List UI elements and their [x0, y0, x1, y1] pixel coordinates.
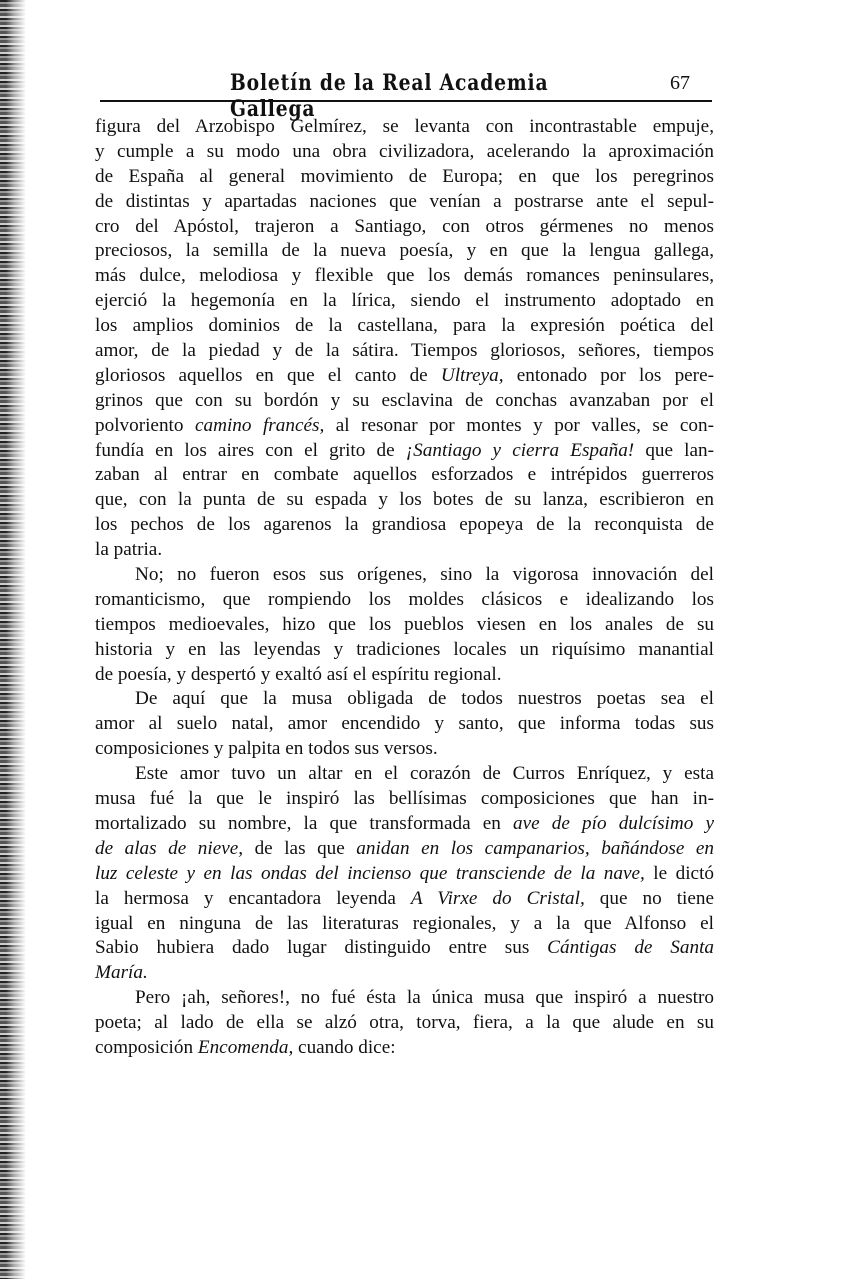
text-line — [95, 414, 714, 439]
text-segment: mortalizado su nombre, la que transformada en — [95, 812, 514, 834]
italic-text: de alas de nieve, — [95, 837, 244, 859]
text-line — [95, 314, 714, 339]
text-line — [95, 837, 714, 862]
text-segment: que, con la punta de su espada y los botes de su lanza, escribieron en — [95, 489, 714, 511]
text-segment: zaban al entrar en combate aquellos esforzados e intrépidos guerreros — [95, 464, 714, 486]
text-line — [95, 1036, 714, 1061]
text-line — [95, 986, 714, 1011]
text-line — [95, 912, 714, 937]
text-segment: que lan- — [634, 439, 714, 461]
text-segment: Pero ¡ah, señores!, no fué ésta la única musa que inspiró a nuestro — [135, 987, 714, 1009]
text-segment: historia y en las leyendas y tradiciones locales un riquísimo manantial — [95, 638, 714, 660]
text-line — [95, 165, 714, 190]
text-segment: poeta; al lado de ella se alzó otra, torva, fiera, a la que alude en su — [95, 1012, 714, 1034]
text-segment: musa fué la que le inspiró las bellísimas composiciones que han in- — [95, 788, 714, 810]
text-line — [95, 563, 714, 588]
text-segment: la hermosa y encantadora leyenda — [95, 887, 411, 909]
text-segment: al resonar por montes y por valles, se con- — [324, 414, 714, 436]
text-line — [95, 538, 714, 563]
italic-text: Cántigas de Santa — [547, 937, 714, 959]
italic-text: anidan en los campanarios, bañándose en — [356, 837, 714, 859]
text-line — [95, 638, 714, 663]
text-segment: amor, de la piedad y de la sátira. Tiempos gloriosos, señores, tiempos — [95, 340, 714, 362]
text-segment: cuando dice: — [293, 1036, 396, 1058]
scan-edge-shadow — [0, 0, 26, 1279]
text-line — [95, 115, 714, 140]
text-line — [95, 712, 714, 737]
italic-text: ¡Santiago y cierra España! — [405, 439, 635, 461]
text-segment: tiempos medioevales, hizo que los pueblos viesen en los anales de su — [95, 613, 714, 635]
text-line — [95, 1011, 714, 1036]
text-segment: ejerció la hegemonía en la lírica, siendo el instrumento adoptado en — [95, 290, 714, 312]
body-text — [95, 115, 714, 1061]
text-segment: amor al suelo natal, amor encendido y santo, que informa todas sus — [95, 713, 714, 735]
paragraph — [95, 563, 714, 687]
text-line — [95, 239, 714, 264]
text-segment: composiciones y palpita en todos sus versos. — [95, 738, 438, 760]
text-segment: Este amor tuvo un altar en el corazón de Curros Enríquez, y esta — [135, 763, 714, 785]
text-segment: igual en ninguna de las literaturas regionales, y a la que Alfonso el — [95, 912, 714, 934]
text-line — [95, 215, 714, 240]
text-segment: que no tiene — [584, 887, 715, 909]
text-segment: la patria. — [95, 539, 163, 561]
text-segment: de las que — [243, 837, 357, 859]
text-segment: más dulce, melodiosa y flexible que los demás romances peninsulares, — [95, 265, 714, 287]
text-line — [95, 463, 714, 488]
paragraph — [95, 986, 714, 1061]
text-segment: fundía en los aires con el grito de — [95, 439, 406, 461]
text-line — [95, 488, 714, 513]
text-line — [95, 364, 714, 389]
text-segment: figura del Arzobispo Gelmírez, se levanta con incontrastable empuje, — [95, 116, 714, 137]
text-segment: romanticismo, que rompiendo los moldes clásicos e idealizando los — [95, 588, 714, 610]
text-segment: De aquí que la musa obligada de todos nuestros poetas sea el — [135, 688, 714, 710]
text-line — [95, 289, 714, 314]
text-line — [95, 936, 714, 961]
text-line — [95, 264, 714, 289]
text-line — [95, 687, 714, 712]
running-header — [100, 66, 712, 122]
text-line — [95, 663, 714, 688]
text-segment: los pechos de los agarenos la grandiosa epopeya de la reconquista de — [95, 514, 714, 536]
text-segment: preciosos, la semilla de la nueva poesía, y en que la lengua gallega, — [95, 240, 714, 262]
paragraph — [95, 687, 714, 762]
italic-text: Ultreya, — [440, 364, 504, 386]
italic-text: A Virxe do Cristal, — [410, 887, 585, 909]
text-line — [95, 737, 714, 762]
text-line — [95, 389, 714, 414]
text-segment: entonado por los pere- — [503, 364, 714, 386]
text-line — [95, 887, 714, 912]
italic-text: ave de pío dulcísimo y — [513, 812, 714, 834]
text-segment: le dictó — [644, 862, 714, 884]
text-line — [95, 961, 714, 986]
italic-text: Encomenda, — [197, 1036, 294, 1058]
text-segment: de poesía, y despertó y exaltó así el espíritu regional. — [95, 663, 502, 685]
text-line — [95, 812, 714, 837]
italic-text: luz celeste y en las ondas del incienso que transciende de la nave, — [95, 862, 645, 884]
italic-text: María. — [95, 962, 148, 984]
text-line — [95, 190, 714, 215]
running-title: Boletín de la Real Academia Gallega — [230, 70, 549, 122]
text-segment: de distintas y apartadas naciones que venían a postrarse ante el sepul- — [95, 190, 714, 212]
text-segment: Sabio hubiera dado lugar distinguido entre sus — [95, 937, 548, 959]
text-segment: de España al general movimiento de Europa; en que los peregrinos — [95, 165, 714, 187]
text-segment: cro del Apóstol, trajeron a Santiago, con otros gérmenes no menos — [95, 215, 714, 237]
text-line — [95, 439, 714, 464]
text-line — [95, 140, 714, 165]
page-number: 67 — [670, 72, 690, 94]
text-line — [95, 339, 714, 364]
paragraph — [95, 115, 714, 563]
text-segment: composición — [95, 1036, 198, 1058]
text-line — [95, 787, 714, 812]
text-segment: polvoriento — [95, 414, 195, 436]
text-line — [95, 613, 714, 638]
text-line — [95, 762, 714, 787]
text-segment: grinos que con su bordón y su esclavina de conchas avanzaban por el — [95, 389, 714, 411]
italic-text: camino francés, — [194, 414, 325, 436]
text-segment: gloriosos aquellos en que el canto de — [95, 364, 441, 386]
text-line — [95, 588, 714, 613]
text-line — [95, 513, 714, 538]
text-segment: los amplios dominios de la castellana, para la expresión poética del — [95, 315, 714, 337]
text-segment: No; no fueron esos sus orígenes, sino la vigorosa innovación del — [135, 564, 714, 586]
text-segment: y cumple a su modo una obra civilizadora, acelerando la aproximación — [95, 140, 714, 162]
paragraph — [95, 762, 714, 986]
text-line — [95, 862, 714, 887]
